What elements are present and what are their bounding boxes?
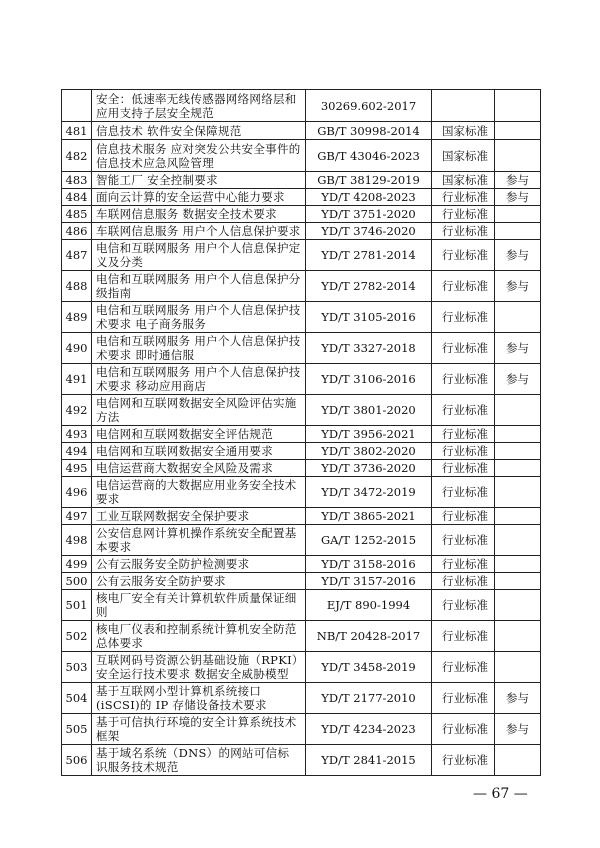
table-row [62,443,541,460]
table-row [62,556,541,573]
table-row [62,206,541,223]
participation [495,395,541,426]
standard-code: YD/T 2782-2014 [306,271,432,302]
row-number: 502 [62,621,92,652]
standard-code: YD/T 3472-2019 [306,477,432,508]
standard-code: YD/T 3751-2020 [306,206,432,223]
standard-type: 行业标准 [432,302,495,333]
table-row [62,573,541,590]
standard-type: 行业标准 [432,556,495,573]
standard-name: 车联网信息服务 数据安全技术要求 [92,206,306,223]
standard-name: 电信和互联网服务 用户个人信息保护技术要求 电子商务服务 [92,302,306,333]
standard-name: 核电厂仪表和控制系统计算机安全防范总体要求 [92,621,306,652]
standard-name: 基于互联网小型计算机系统接口(iSCSI)的 IP 存储设备技术要求 [92,683,306,714]
standard-name: 安全：低速率无线传感器网络网络层和应用支持子层安全规范 [92,90,306,122]
table-row [62,172,541,189]
participation: 参与 [495,364,541,395]
standard-code: NB/T 20428-2017 [306,621,432,652]
standard-type: 行业标准 [432,189,495,206]
standard-code: YD/T 3746-2020 [306,223,432,240]
table-row [62,189,541,206]
standard-name: 信息技术服务 应对突发公共安全事件的信息技术应急风险管理 [92,140,306,172]
standard-type: 行业标准 [432,508,495,525]
participation: 参与 [495,271,541,302]
standard-type: 行业标准 [432,443,495,460]
table-row [62,745,541,776]
table-row [62,525,541,556]
standard-code: YD/T 4208-2023 [306,189,432,206]
standards-table-body [62,90,541,776]
participation [495,525,541,556]
participation [495,90,541,122]
row-number: 483 [62,172,92,189]
standard-name: 电信运营商大数据安全风险及需求 [92,460,306,477]
table-row [62,122,541,140]
standard-name: 信息技术 软件安全保障规范 [92,122,306,140]
standard-type: 行业标准 [432,714,495,745]
participation [495,556,541,573]
standard-code: YD/T 3736-2020 [306,460,432,477]
row-number: 500 [62,573,92,590]
row-number: 490 [62,333,92,364]
standard-code: GB/T 43046-2023 [306,140,432,172]
standard-code: 30269.602-2017 [306,90,432,122]
table-row [62,652,541,683]
standard-name: 基于域名系统（DNS）的网站可信标识服务技术规范 [92,745,306,776]
table-row [62,90,541,122]
participation [495,621,541,652]
table-row [62,590,541,621]
row-number: 484 [62,189,92,206]
standard-type: 行业标准 [432,590,495,621]
row-number: 485 [62,206,92,223]
standard-code: YD/T 3801-2020 [306,395,432,426]
standard-name: 公有云服务安全防护检测要求 [92,556,306,573]
standard-code: YD/T 2781-2014 [306,240,432,271]
participation [495,460,541,477]
participation [495,443,541,460]
standard-type: 行业标准 [432,652,495,683]
participation [495,477,541,508]
standard-type [432,90,495,122]
row-number: 505 [62,714,92,745]
participation [495,206,541,223]
row-number [62,90,92,122]
standard-code: YD/T 4234-2023 [306,714,432,745]
standard-type: 行业标准 [432,240,495,271]
row-number: 494 [62,443,92,460]
row-number: 482 [62,140,92,172]
participation [495,745,541,776]
standard-name: 电信网和互联网数据安全风险评估实施方法 [92,395,306,426]
standard-name: 面向云计算的安全运营中心能力要求 [92,189,306,206]
standard-code: GB/T 30998-2014 [306,122,432,140]
row-number: 497 [62,508,92,525]
standard-code: YD/T 3105-2016 [306,302,432,333]
row-number: 501 [62,590,92,621]
standard-code: EJ/T 890-1994 [306,590,432,621]
row-number: 504 [62,683,92,714]
participation [495,590,541,621]
standard-name: 电信网和互联网数据安全通用要求 [92,443,306,460]
standard-code: YD/T 3458-2019 [306,652,432,683]
table-row [62,460,541,477]
table-row [62,364,541,395]
table-row [62,621,541,652]
table-row [62,477,541,508]
standard-code: YD/T 3106-2016 [306,364,432,395]
standard-name: 电信运营商的大数据应用业务安全技术要求 [92,477,306,508]
standard-name: 电信和互联网服务 用户个人信息保护技术要求 移动应用商店 [92,364,306,395]
row-number: 481 [62,122,92,140]
table-row [62,714,541,745]
table-row [62,333,541,364]
standard-code: YD/T 3956-2021 [306,426,432,443]
standard-name: 工业互联网数据安全保护要求 [92,508,306,525]
standard-name: 公安信息网计算机操作系统安全配置基本要求 [92,525,306,556]
row-number: 488 [62,271,92,302]
table-row [62,223,541,240]
row-number: 492 [62,395,92,426]
standard-type: 国家标准 [432,140,495,172]
standard-name: 电信网和互联网数据安全评估规范 [92,426,306,443]
standard-code: YD/T 2841-2015 [306,745,432,776]
row-number: 496 [62,477,92,508]
standard-code: YD/T 3157-2016 [306,573,432,590]
standard-type: 行业标准 [432,573,495,590]
table-row [62,302,541,333]
standards-table [61,89,541,776]
row-number: 498 [62,525,92,556]
row-number: 503 [62,652,92,683]
standard-name: 基于可信执行环境的安全计算系统技术框架 [92,714,306,745]
participation: 参与 [495,683,541,714]
standard-type: 行业标准 [432,426,495,443]
standard-type: 行业标准 [432,271,495,302]
participation: 参与 [495,240,541,271]
participation [495,302,541,333]
standard-name: 电信和互联网服务 用户个人信息保护分级指南 [92,271,306,302]
table-row [62,240,541,271]
standard-type: 行业标准 [432,395,495,426]
row-number: 495 [62,460,92,477]
standard-code: YD/T 3327-2018 [306,333,432,364]
standard-code: GA/T 1252-2015 [306,525,432,556]
standard-name: 智能工厂 安全控制要求 [92,172,306,189]
table-row [62,140,541,172]
participation [495,652,541,683]
row-number: 489 [62,302,92,333]
standard-type: 行业标准 [432,223,495,240]
participation: 参与 [495,172,541,189]
row-number: 506 [62,745,92,776]
participation: 参与 [495,333,541,364]
standard-name: 公有云服务安全防护要求 [92,573,306,590]
row-number: 491 [62,364,92,395]
standard-type: 行业标准 [432,525,495,556]
standard-type: 行业标准 [432,364,495,395]
standard-type: 行业标准 [432,477,495,508]
standard-code: YD/T 2177-2010 [306,683,432,714]
standard-name: 电信和互联网服务 用户个人信息保护技术要求 即时通信服 [92,333,306,364]
standard-code: YD/T 3158-2016 [306,556,432,573]
standard-name: 电信和互联网服务 用户个人信息保护定义及分类 [92,240,306,271]
standard-type: 行业标准 [432,206,495,223]
table-row [62,508,541,525]
participation [495,140,541,172]
standard-code: YD/T 3802-2020 [306,443,432,460]
standard-type: 行业标准 [432,333,495,364]
row-number: 486 [62,223,92,240]
participation [495,122,541,140]
participation [495,573,541,590]
row-number: 499 [62,556,92,573]
row-number: 493 [62,426,92,443]
participation: 参与 [495,189,541,206]
standard-name: 核电厂安全有关计算机软件质量保证细则 [92,590,306,621]
page-number: — 67 — [473,786,528,802]
standard-type: 行业标准 [432,683,495,714]
table-row [62,271,541,302]
standard-type: 国家标准 [432,172,495,189]
table-row [62,426,541,443]
standard-name: 车联网信息服务 用户个人信息保护要求 [92,223,306,240]
standard-type: 行业标准 [432,460,495,477]
participation [495,223,541,240]
participation: 参与 [495,714,541,745]
standard-name: 互联网码号资源公钥基础设施（RPKI）安全运行技术要求 数据安全威胁模型 [92,652,306,683]
participation [495,426,541,443]
standard-code: YD/T 3865-2021 [306,508,432,525]
table-row [62,395,541,426]
standard-type: 行业标准 [432,621,495,652]
row-number: 487 [62,240,92,271]
participation [495,508,541,525]
standard-type: 行业标准 [432,745,495,776]
table-row [62,683,541,714]
standard-code: GB/T 38129-2019 [306,172,432,189]
standard-type: 国家标准 [432,122,495,140]
